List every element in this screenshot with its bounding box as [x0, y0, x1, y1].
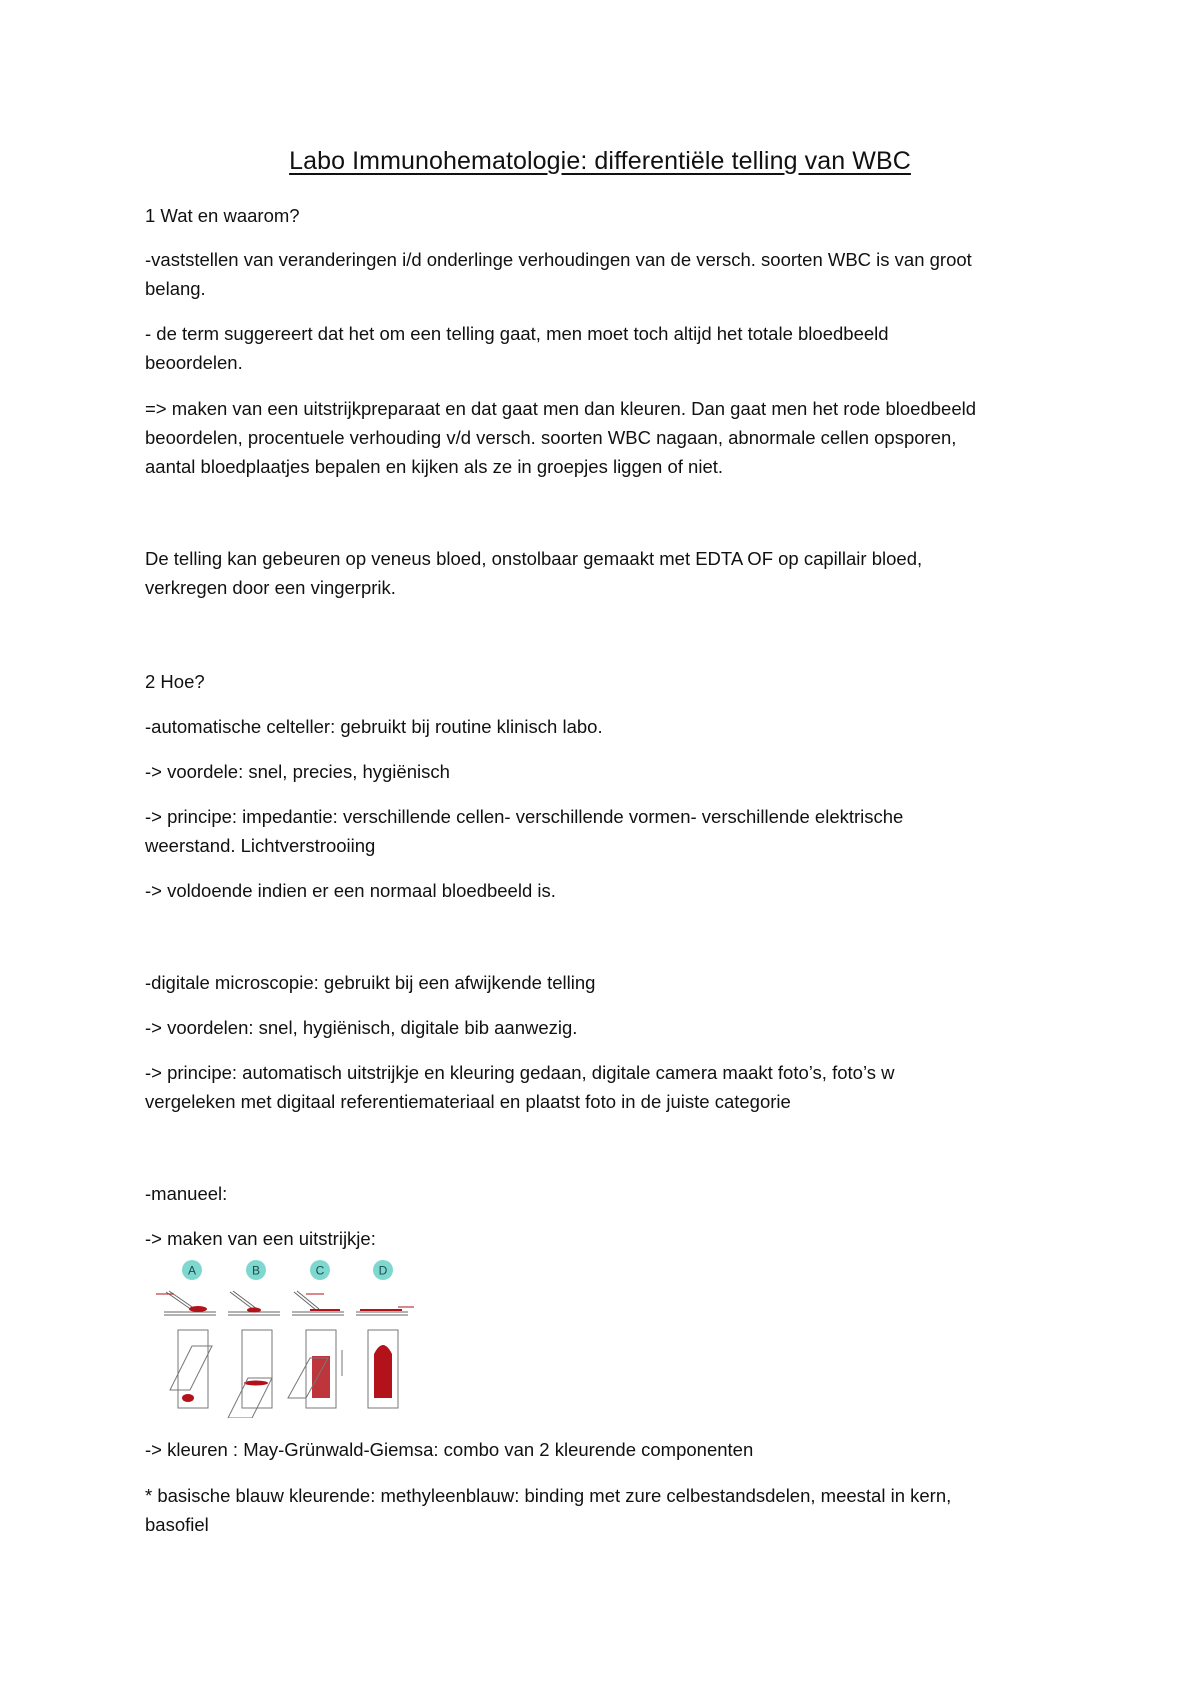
- paragraph: [145, 245, 1075, 303]
- step-label-b: [246, 1260, 266, 1280]
- text-line: weerstand. Lichtverstrooiing: [145, 835, 376, 856]
- text-line: - de term suggereert dat het om een telling gaat, men moet toch altijd het totale bloedbeeld: [145, 323, 889, 344]
- side-view-d: [356, 1307, 414, 1315]
- paragraph: [145, 876, 1075, 905]
- svg-text:D: D: [378, 1263, 388, 1278]
- text-line: vergeleken met digitaal referentiemateriaal en plaatst foto in de juiste categorie: [145, 1091, 791, 1112]
- svg-text:C: C: [315, 1263, 325, 1278]
- paragraph: [145, 1058, 1075, 1116]
- side-view-c: [292, 1291, 344, 1315]
- text-line: -manueel:: [145, 1183, 228, 1204]
- text-line: beoordelen.: [145, 352, 243, 373]
- text-line: -> maken van een uitstrijkje:: [145, 1228, 376, 1249]
- side-view-a: [156, 1291, 216, 1315]
- text-line: => maken van een uitstrijkpreparaat en dat gaat men dan kleuren. Dan gaat men het rode bloedbeeld: [145, 398, 977, 419]
- paragraph: [145, 712, 1075, 741]
- text-line: 2 Hoe?: [145, 671, 205, 692]
- top-view-d: [368, 1330, 398, 1408]
- paragraph: [145, 757, 1075, 786]
- text-line: -automatische celteller: gebruikt bij routine klinisch labo.: [145, 716, 603, 737]
- text-line: -> voldoende indien er een normaal bloedbeeld is.: [145, 880, 556, 901]
- step-label-a: [182, 1260, 202, 1280]
- text-line: -vaststellen van veranderingen i/d onderlinge verhoudingen van de versch. soorten WBC is van groot: [145, 249, 972, 270]
- paragraph: [145, 1179, 1075, 1208]
- text-line: verkregen door een vingerprik.: [145, 577, 396, 598]
- document-title: Labo Immunohematologie: differentiële telling van WBC: [289, 147, 911, 175]
- text-line: -> principe: automatisch uitstrijkje en kleuring gedaan, digitale camera maakt foto’s, foto’s w: [145, 1062, 895, 1083]
- paragraph: [145, 394, 1075, 481]
- text-line: -> voordelen: snel, hygiënisch, digitale bib aanwezig.: [145, 1017, 578, 1038]
- paragraph: [145, 968, 1075, 997]
- text-line: * basische blauw kleurende: methyleenblauw: binding met zure celbestandsdelen, meestal in kern,: [145, 1485, 952, 1506]
- paragraph: [145, 544, 1075, 602]
- paragraph: [145, 802, 1075, 860]
- paragraph: [145, 1435, 1075, 1464]
- paragraph: [145, 1013, 1075, 1042]
- text-line: 1 Wat en waarom?: [145, 205, 300, 226]
- svg-text:B: B: [251, 1263, 261, 1278]
- svg-text:A: A: [187, 1263, 197, 1278]
- step-label-c: [310, 1260, 330, 1280]
- top-view-c: [288, 1330, 342, 1408]
- step-label-d: [373, 1260, 393, 1280]
- side-view-b: [228, 1291, 280, 1315]
- paragraph: [145, 1481, 1075, 1539]
- text-line: aantal bloedplaatjes bepalen en kijken als ze in groepjes liggen of niet.: [145, 456, 724, 477]
- text-line: belang.: [145, 278, 206, 299]
- top-view-b: [228, 1330, 272, 1418]
- paragraph: [145, 319, 1075, 377]
- paragraph-heading-1: [145, 201, 1075, 230]
- text-line: basofiel: [145, 1514, 209, 1535]
- text-line: beoordelen, procentuele verhouding v/d versch. soorten WBC nagaan, abnormale cellen opsporen,: [145, 427, 957, 448]
- text-line: -> kleuren : May-Grünwald-Giemsa: combo van 2 kleurende componenten: [145, 1439, 754, 1460]
- top-view-a: [170, 1330, 212, 1408]
- smear-procedure-figure: [150, 1258, 420, 1418]
- text-line: De telling kan gebeuren op veneus bloed, onstolbaar gemaakt met EDTA OF op capillair bloed,: [145, 548, 923, 569]
- text-line: -digitale microscopie: gebruikt bij een afwijkende telling: [145, 972, 596, 993]
- paragraph-heading-2: [145, 667, 1075, 696]
- text-line: -> voordele: snel, precies, hygiënisch: [145, 761, 450, 782]
- text-line: -> principe: impedantie: verschillende cellen- verschillende vormen- verschillende elektrische: [145, 806, 904, 827]
- paragraph: [145, 1224, 1075, 1253]
